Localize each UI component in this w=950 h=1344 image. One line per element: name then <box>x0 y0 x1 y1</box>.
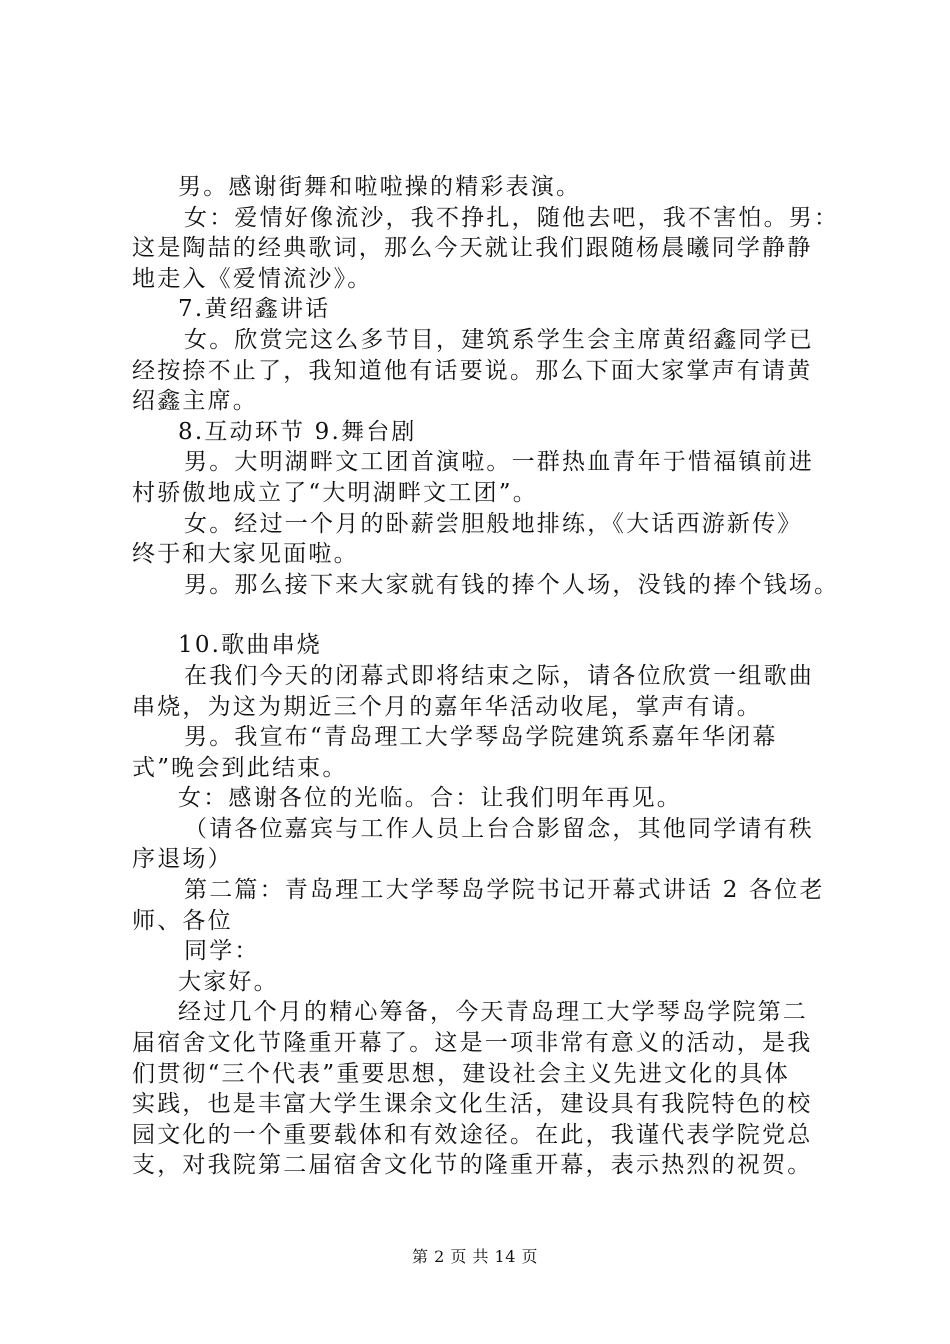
paragraph-line: 地走入《爱情流沙》。 <box>132 265 373 292</box>
paragraph-line: 师、各位 <box>132 907 233 934</box>
paragraph-line: 村骄傲地成立了“大明湖畔文工团”。 <box>132 479 538 506</box>
paragraph-line: 届宿舍文化节隆重开幕了。这是一项非常有意义的活动，是我 <box>132 1030 813 1057</box>
paragraph-line: 女：爱情好像流沙，我不挣扎，随他去吧，我不害怕。男： <box>184 204 840 231</box>
section-heading: 7.黄绍鑫讲话 <box>178 296 331 323</box>
paragraph-line: 这是陶喆的经典歌词，那么今天就让我们跟随杨晨曦同学静静 <box>132 235 813 262</box>
paragraph-line: 女：感谢各位的光临。合：让我们明年再见。 <box>178 785 682 812</box>
paragraph-line: 男。大明湖畔文工团首演啦。一群热血青年于惜福镇前进 <box>184 449 814 476</box>
paragraph-line: 园文化的一个重要载体和有效途径。在此，我谨代表学院党总 <box>132 1121 813 1148</box>
paragraph-line: 在我们今天的闭幕式即将结束之际，请各位欣赏一组歌曲 <box>184 662 814 689</box>
paragraph-line: 经过几个月的精心筹备，今天青岛理工大学琴岛学院第二 <box>178 999 808 1026</box>
section-heading: 第二篇：青岛理工大学琴岛学院书记开幕式讲话 2 各位老 <box>184 877 825 904</box>
section-heading: 10.歌曲串烧 <box>178 632 322 659</box>
document-body <box>132 172 840 1181</box>
paragraph-line: 女。经过一个月的卧薪尝胆般地排练，《大话西游新传》 <box>184 510 803 537</box>
paragraph-line: 序退场） <box>132 846 233 873</box>
paragraph-line: 女。欣赏完这么多节目，建筑系学生会主席黄绍鑫同学已 <box>184 326 814 353</box>
paragraph-line: 们贯彻“三个代表”重要思想，建设社会主义先进文化的具体 <box>132 1060 790 1087</box>
paragraph-line: （请各位嘉宾与工作人员上台合影留念，其他同学请有秩 <box>184 815 814 842</box>
paragraph-line: 实践，也是丰富大学生课余文化生活，建设具有我院特色的校 <box>132 1091 813 1118</box>
paragraph-line: 男。感谢街舞和啦啦操的精彩表演。 <box>178 174 582 200</box>
paragraph-line: 式”晚会到此结束。 <box>132 754 348 781</box>
paragraph-line: 同学： <box>184 938 260 965</box>
page-number-footer: 第 2 页 共 14 页 <box>412 1247 538 1266</box>
paragraph-line: 大家好。 <box>178 968 279 995</box>
paragraph-line: 终于和大家见面啦。 <box>132 541 359 568</box>
paragraph-line: 串烧，为这为期近三个月的嘉年华活动收尾，掌声有请。 <box>132 693 762 720</box>
paragraph-line: 男。我宣布“青岛理工大学琴岛学院建筑系嘉年华闭幕 <box>184 724 778 751</box>
paragraph-line: 绍鑫主席。 <box>132 388 258 415</box>
section-heading: 8.互动环节 9.舞台剧 <box>178 418 417 445</box>
blank-line <box>132 600 832 630</box>
paragraph-line: 男。那么接下来大家就有钱的捧个人场，没钱的捧个钱场。 <box>184 571 840 598</box>
paragraph-line: 支，对我院第二届宿舍文化节的隆重开幕，表示热烈的祝贺。 <box>132 1152 813 1179</box>
paragraph-line: 经按捺不止了，我知道他有话要说。那么下面大家掌声有请黄 <box>132 357 813 384</box>
